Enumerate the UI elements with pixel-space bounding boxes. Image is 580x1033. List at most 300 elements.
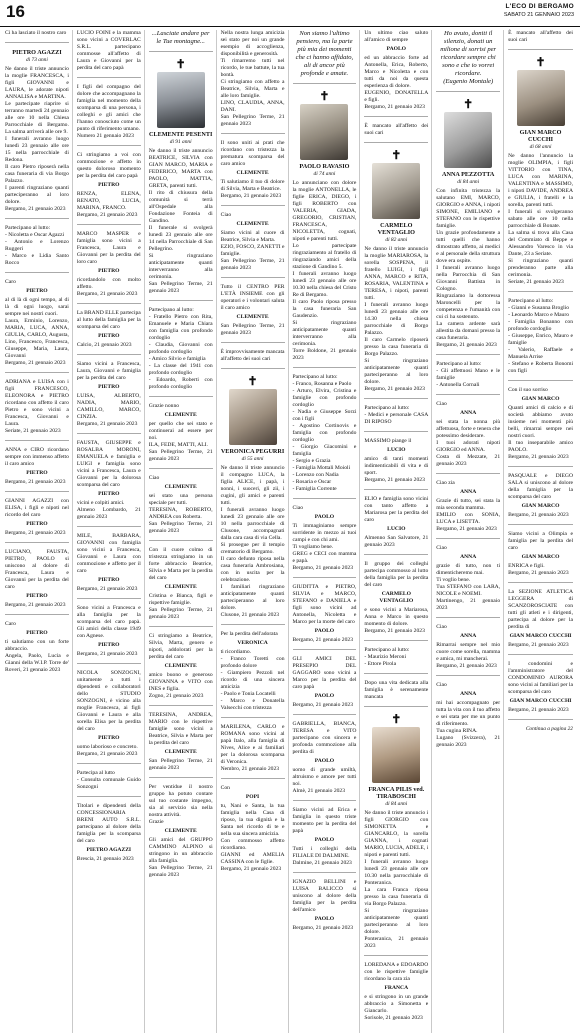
obituary-notice [436,480,500,539]
notice-text: ricordandolo con molto affetto. [76,277,141,290]
notice-text: uomo di grande umiltà, altruismo e amore per tutti noi. [292,767,357,787]
notice-text: Tua STEFANO con LARA, NICOLE e NOEMI. [436,584,501,597]
deceased-age: di 74 anni [313,171,336,177]
notice-text: Nembro, 21 gennaio 2023 [220,766,280,772]
notice-text: I funerali avranno luogo lunedì 23 gennaio alle ore 10.30 nella chiesa del Cristo Re di Bergamo. [292,271,357,298]
notice-text: Con il suo sorriso [508,387,548,393]
notice-text: Partecipano al lutto: [5,225,51,231]
obituary-notice [293,584,357,650]
cross-icon: ✝ [319,89,330,103]
addressee-name: CLEMENTE [164,484,197,490]
addressee-name: LUCIO [387,526,406,532]
notice-text: Almeno Lombardo, 21 gennaio 2023 [76,507,141,520]
obituary-notice [77,770,141,797]
notice-text: LUCIO FOINI e la mamma sono vicini a COVERLAC S.R.L. partecipano commosse all'affetto di Laura e Giovanni per la perdita del caro papà [76,30,141,71]
notice-text: ed un abbraccio forte ad Antonella, Erica, Roberto, Marco e Nicoletta e con tutti da noi da questa esperienza di dolore. [364,55,429,89]
addressee-name: CLEMENTE [164,412,197,418]
obituary-notice [364,561,428,641]
epigraph-quote: Ho avuto, doniti il silenzio, donati un milione di sorrisi per ricordare sempre chi sono e che io vorrei ricordare. [440,30,497,77]
notice-text: ti ricordiamo. [220,649,252,655]
notice-text: - Consulta comunale Guido Sonzogni [76,777,141,790]
obituary-notice [508,589,573,655]
notice-text: - Franco Toretti con profondo dolore [220,656,285,669]
notice-text: Ne danno il triste annuncio la moglie MARIAROSA, la sorella SOSPENA, il fratello LUIGI, i figli ANNA, MARCO e RITA, ROSARIA, VALENTINA e TERESA, i nipoti, parenti tutti. [364,246,429,301]
addressee-name: VERONICA [237,640,268,646]
notice-text: I funerali avranno luogo lunedì 23 gennaio alle ore 10 nella parrocchiale di Clusone, accompagnati dalla cara casa di via Cella. [220,507,285,541]
notice-text: I condomini e l'amministratore del CONDOMINIO AURORA sono vicini ai familiari per la scomparsa del caro [508,661,573,695]
notice-text: TERESINA, ROBERTO, ANDREA con Roberta. [148,507,213,520]
notice-text: La camera ardente sarà allestita da domani presso la casa funeraria. [436,321,501,341]
obituary-columns [4,30,576,1021]
notice-text: sei stata la nonna più affettuosa, forte e tenera che potessimo desiderare. [436,419,501,439]
notice-text: Ciao [436,682,447,688]
notice-text: - Gianni e Susanna Broglio [508,305,570,311]
notice-text: I tuoi adorati nipoti GIORGIO ed ANNA. [436,440,501,453]
portrait-photo [372,727,420,783]
epigraph-quote: ...Lasciate andare per le Tue montagne... [151,30,210,45]
notice-text: - Famiglia Mottali Moioli [292,465,351,471]
notice-text: Caro [5,279,16,285]
notice-text: Siamo vicini al cuore di Beatrice, Silvia e Marta. [220,230,285,243]
notice-text: Siamo vicini a Olimpia e famiglia per la perdita del caro [508,531,573,551]
obituary-notice [293,879,357,937]
addressee-name: ANNA [460,691,477,697]
addressee-name: ANNA [460,554,477,560]
notice-text: Bergamo, 21 gennaio 2023 [364,104,425,110]
obituary-notice [364,149,428,399]
notice-text: Siamo vicini a Francesca, Laura, Giovanni e famiglia per la perdita del caro [76,361,141,381]
notice-text: FAUSTA, GIUSEPPE e ROSALBA MORONI, EMANUELA e famiglia e LUIGI e famiglia sono vicini a Francesca, Laura e Giovanni per la dolorosa scomparsa del caro [76,440,141,488]
notice-text: Bergamo, 21 gennaio 2023 [508,512,569,518]
obituary-notice [508,56,573,292]
notice-text: Partecipano al lutto: [364,647,410,653]
notice-text: Il caro Pietro riposerà nella casa funeraria di via Borgo Palazzo. [5,164,69,184]
addressee-name: PAOLO [386,46,407,52]
obituary-notice [149,307,213,397]
obituary-notice [436,30,500,92]
notice-text: Ci ha lasciato il nostro caro [5,30,67,36]
notice-text: EUGENIO, DONATELLA e figli. [364,90,429,103]
column-6 [363,30,432,1033]
obituary-notice [293,807,357,873]
obituary-notice [5,549,69,615]
epigraph-quote: (Eugenio Montale) [443,78,494,85]
notice-text: Partecipa al lutto [76,770,115,776]
notice-text: Ti salutiamo il tuo di dolore di Silvia, Marta e Beatrice. [220,179,285,192]
addressee-name: CLEMENTE [164,828,197,834]
addressee-name: PIETRO [26,521,48,527]
addressee-name: PIETRO [26,630,48,636]
notice-text: GIUDITTA e PIETRO, SILVIA e MARCO, STEFANO e DANIELA e figli sono vicini ad Antonella, Nicoletta e Marco per la morte del caro [292,584,357,625]
obituary-notice [77,231,141,304]
notice-text: Bergamo, 21 gennaio 2023 [364,477,425,483]
notice-text: Bergamo, 21 gennaio 2023 [76,212,138,218]
notice-text: San Pellegrino Terme, 21 gennaio 2023 [220,323,285,336]
deceased-age: di 84 anni [457,179,480,185]
notice-text: Partecipano al lutto: [148,307,194,313]
addressee-name: CLEMENTE [236,221,269,227]
notice-text: amico buono e generoso GIOVANNA e VITO con INES e figlia. [148,672,213,692]
notice-text: IGNAZIO BELLINI e LUISA BALICCO si uniscono al dolore della famiglia per la perdita dell'amico [292,879,357,913]
notice-text: uomo laborioso e concreto. [76,744,138,750]
notice-text: GIANNI ed AMELIA CASSINA con le figlie. [220,852,285,865]
notice-text: - Nadia e Giuseppe Sorzi con i figli [292,409,357,422]
issue-date: SABATO 21 GENNAIO 2023 [503,12,574,18]
obituary-notice [149,547,213,627]
addressee-name: PIETRO [98,491,120,497]
addressee-name: PAOLO [314,916,335,922]
portrait-photo [157,72,205,128]
notice-text: Rimarrai sempre nel mio cuore come sorella, mamma e amica, mi mancherai. [436,642,501,662]
notice-text: ILA, FEDE, MATTI, ALI. [148,442,208,448]
notice-text: Grazie nonno [148,403,180,409]
notice-text: MILE, BARBARA, GIOVANNI con famiglia sono vicini a Francesca, Giovanni e Laura con commozione e affetto per il caro [76,533,141,574]
obituary-notice [364,680,428,707]
notice-text: Il caro Carmelo riposerà presso la casa funeraria di Borgo Palazzo. [364,337,429,357]
obituary-notice [149,633,213,706]
notice-text: Tutti i colleghi della FILIALE DI DALMINE. [292,846,357,859]
notice-text: grazie di tutto, non ti dimenticheremo mai. [436,563,501,576]
notice-text: Dopo una vita dedicata alla famiglia è serenamente mancata [364,680,429,700]
notice-text: Cristina e Bianca, figli e rispettive famiglie. [148,593,213,606]
notice-text: I parenti ringraziano quanti parteciperanno al loro dolore. [5,185,69,205]
notice-text: Ci stringiamo a voi con commozione e affetto in questo doloroso momento per la perdita del caro papà [76,152,141,179]
notice-text: Martinengo, 21 gennaio 2023 [436,598,501,611]
obituary-notice [77,152,141,225]
obituary-notice [221,375,285,625]
obituary-notice [364,123,428,143]
obituary-notice [5,49,69,219]
notice-text: Seriate, 21 gennaio 2023 [5,428,61,434]
notice-text: Nella nostra lunga amicizia sei stato per noi un grande esempio di accoglienza, disponibilità e generosità. [220,30,285,57]
notice-text: per quello che sei stato e continuerai ad essere per noi. [148,421,213,441]
notice-text: - Claudia, Giovanni con profondo cordoglio [148,342,213,355]
addressee-name: PAOLO [314,514,335,520]
notice-text: I funerali avranno luogo nella Parrocchia di San Giovanni Battista in Cologno. [436,265,501,292]
obituary-notice [149,403,213,469]
cross-icon: ✝ [535,55,546,69]
notice-text: Un grazie profondamente a tutti quelli che hanno dimostrato affetto, ai medici e al personale della struttura dove era ospite. [436,230,501,264]
notice-text: - Famiglia Bonanno con profondo cordoglio [508,319,573,332]
deceased-name: VERONICA PEGURRI [220,448,285,455]
notice-text: - Agostino Cortinovis e famiglia con profondo cordoglio [292,423,357,443]
notice-text: LUCIANO, FAUSTA, PIETRO, PAOLO si uniscono al dolore di Francesca, Laura e Giovanni per la perdita del caro [5,549,69,590]
notice-text: Costa di Mezzate, 21 gennaio 2023 [436,454,501,467]
notice-text: e sono vicini a Mariarosa, Anna e Marco in questo momento di dolore. [364,607,429,627]
notice-text: Bergamo, 21 gennaio 2023 [292,565,353,571]
obituary-notice [221,724,285,779]
notice-text: I funerali avranno luogo lunedì 23 gennaio alle ore 10.30 nella parrocchiale di Ponteranica. [364,859,429,886]
obituary-notice [364,30,428,117]
notice-text: Grazie di tutto, sei stata la mia seconda mamma. [436,498,501,511]
notice-text: - Franco, Rosanna e Paolo [292,381,352,387]
addressee-name: ANNA [460,489,477,495]
obituary-notice [77,670,141,764]
notice-text: Il funerale si svolgerà lunedì 23 gennaio alle ore 14 nella Parrocchiale di San Pellegrino. [148,225,213,252]
notice-text: - Sergio e Grazia [292,458,331,464]
notice-text: - Medici e personale CASA DI RIPOSO [364,412,429,425]
addressee-name: GIAN MARCO [521,554,560,560]
addressee-name: POPI [245,794,260,800]
notice-text: Lo partecipate ringraziamento al fratello di ringraziando amici della stazione di Gandino 5. [292,243,357,270]
notice-text: LINO, CLAUDIA, ANNA, DANI. [220,100,285,113]
obituary-notice [149,712,213,778]
obituary-notice [364,438,428,490]
newspaper-name: L'ECO DI BERGAMO [505,3,574,10]
column-5 [292,30,361,1033]
deceased-age: di 82 anni [385,237,408,243]
addressee-name: PAOLO [314,837,335,843]
notice-text: Seriate, 21 gennaio 2023 [508,279,564,285]
notice-text: Caro [5,621,16,627]
notice-text: Angela, Paolo, Lucia e Gianni della W.I.P. Torre de' Roveri, 21 gennaio 2023 [5,653,69,673]
notice-text: TERESINA, ANDREA, MARIO con le rispettive famiglie sono vicini a Beatrice, Silvia e Marta per la perdita del caro [148,712,213,746]
notice-text: - Arturo, Elvira, Cristina e famiglie con profondo cordoglio [292,388,357,408]
notice-text: Bergamo, 21 gennaio 2023 [220,866,282,872]
obituary-notice [221,140,285,206]
notice-text: ELIO e famiglia sono vicini con tanto affetto a Mariarosa per la perdita del caro [364,496,429,523]
notice-text: Ringraziamo la dottoressa Maroncelli per la competenza e l'umanità con cui ci ha sostenuto. [436,293,501,320]
notice-text: Il sono uniti ai prati che ricordano con tristezza la prematura scomparsa del caro amico [220,140,285,167]
notice-text: Le partecipate riaprire si terranno martedì 24 gennaio alle ore 10 nella Chiesa Parrocchiale di Bergamo. La salma arriverà alle ore 9. [5,101,69,135]
notice-text: Calcio, 21 gennaio 2023 [76,342,132,348]
addressee-name: PIETRO [98,642,120,648]
obituary-notice [149,475,213,541]
notice-text: EMILIO con SONIA, LUCA e LISETTA. [436,512,501,525]
column-8 [507,30,576,1033]
notice-text: Partecipano al lutto: [364,405,410,411]
obituary-notice [436,682,500,754]
page-number: 16 [6,2,25,21]
portrait-photo [444,112,492,168]
obituary-notice [364,647,428,674]
notice-text: Bergamo, 21 gennaio 2023 [76,421,138,427]
addressee-name: PIETRO [98,735,120,741]
notice-text: Ponteranica, 21 gennaio 2023 [364,936,429,949]
notice-text: Laura, Erminio, Lorenzo, MARIA, LUCA, ANNA, GIULIA, CARLO, Augusta, Lino, Francesco, Francesca, Giuseppe, Maria, Laura, Giovanni [5,318,69,359]
notice-text: Bergamo, 21 gennaio 2023 [5,360,66,366]
cross-icon: ✝ [175,57,186,71]
addressee-name: CARMELO VENTAGLIO [379,591,414,604]
notice-text: - Edoardo, Roberti con profondo cordoglio [148,377,213,390]
portrait-photo [372,163,420,219]
column-1 [4,30,73,1033]
addressee-name: CLEMENTE [236,170,269,176]
notice-text: Ne danno il triste annuncio la moglie FRANCESCA, i figli GIOVANNI e LAURA, le adorate nipoti ANNALISA e MARTINA. [5,66,69,100]
obituary-notice [293,721,357,801]
obituary-notice [5,498,69,543]
notice-text: MARILENA, CARLO e ROMANA sono vicini al papà Italo, alla famiglia di Nives, Alice e ai familiari per la dolorosa scomparsa di Veronica. [220,724,285,765]
notice-text: Si ringraziano anticipatamente quanti interverranno alla cerimonia. [292,320,357,347]
notice-text: Bergamo, 21 gennaio 2023 [5,530,66,536]
deceased-age: di 84 anni [385,801,408,807]
notice-text: - Lorenzo con Nadia [292,472,339,478]
notice-text: Partecipano al lutto: [508,298,554,304]
column-7 [435,30,504,1033]
notice-text: Il caro defunto riposa nella casa funeraria Ambrosiana, con in uscita per la celebrazione. [220,556,285,583]
obituary-notice [436,401,500,474]
notice-text: mi hai accompagnato per tutta la vita con il tuo affetto e sei stata per me un punto di riferimento. [436,700,501,727]
addressee-name: PIETRO [26,470,48,476]
notice-text: Si ringraziano anticipatamente quanti interverranno alla cerimonia. [148,253,213,280]
deceased-age: di 73 anni [26,57,48,63]
addressee-name: LUCIO [387,447,406,453]
notice-text: Ciao [436,624,447,630]
notice-text: È mancato all'affetto dei suoi cari [508,30,573,43]
notice-text: - Antonio e Lorenzo Ruggeri [5,239,69,252]
notice-text: È mancato all'affetto dei suoi cari [364,123,429,136]
notice-text: MASSIMO piange il [364,438,412,444]
notice-text: Ti voglio bene. [436,577,471,583]
addressee-name: PIETRO [98,268,120,274]
notice-text: Ciao zia [436,480,455,486]
obituary-notice [77,84,141,146]
notice-text: PASQUALE e DIEGO SALA si uniscono al dolore della famiglia per la scomparsa del caro [508,473,573,500]
addressee-name: FRANCA [384,985,409,991]
obituary-notice [508,473,573,525]
deceased-name: ANNA PEZZOTTA [442,171,495,178]
notice-text: Ne danno il triste annuncio il compagno LUCA, la figlia ALICE, i papà, i nonni, i suoceri, gli zii, i cugini, gli amici e parenti tutti. [220,465,285,506]
obituary-notice [5,30,69,43]
addressee-name: PIETRO [26,288,48,294]
notice-text: Bergamo, 21 gennaio 2023 [220,193,282,199]
deceased-name: FRANCA PILIS ved. TIRABOSCHI [368,786,425,800]
obituary-notice [77,533,141,599]
addressee-name: PIETRO [26,593,48,599]
notice-text: La BRAND ELLE partecipa al lutto della famiglia per la scomparsa del caro [76,310,141,330]
obituary-notice [508,30,573,50]
notice-text: Bergamo, 21 gennaio 2023 [436,663,497,669]
notice-text: Si ringraziano quanti prenderanno parte alla cerimonia. [508,258,573,278]
notice-text: MARCO MASPER e famiglia sono vicini a Francesca, Laura e Giovanni per la perdita del loro caro [76,231,141,265]
notice-text: GIANNI AGAZZI con ELISA, i figli e nipoti nel ricordo del caro [5,498,69,518]
addressee-name: GIAN MARCO [521,503,560,509]
notice-text: - Amico Silvio e famiglia [148,356,206,362]
notice-text: Bergamo, 21 gennaio 2023 [508,454,569,460]
notice-text: Si ringraziano anticipatamente quanti parteciperanno al loro dolore. [364,908,429,935]
obituary-notice [77,440,141,527]
addressee-name: PAOLO [314,628,335,634]
notice-text: La cara Franca riposa presso la casa funeraria di via Borgo Palazzo. [364,887,429,907]
notice-text: EZIO, FOSCO, ZANETTI e famiglie. [220,244,285,257]
addressee-name: PIETRO [98,333,120,339]
obituary-notice [364,962,428,1027]
portrait-photo [229,389,277,445]
notice-text: Bergamo, 21 gennaio 2023 [76,291,138,297]
notice-text: tu, Nani e Santa, la tua famiglia nella Casa di riposo, la tua dignità e la Santa nel ricordo di te e nella sua sincera amicizia. [220,803,285,837]
obituary-notice [221,284,285,343]
obituary-notice [293,90,357,368]
deceased-age: di 91 anni [169,139,192,145]
obituary-notice [5,225,69,273]
addressee-name: GIAN MARCO CUCCHI [509,698,572,704]
notice-text: Bergamo, 21 gennaio 2023 [508,707,569,713]
notice-text: Bergamo, 21 gennaio 2023 [76,651,138,657]
notice-text: Partecipano al lutto: [436,361,482,367]
notice-text: Gli amici del GRUPPO CAMMINO ALPINO si stringono in un abbraccio alla famiglia. [148,837,213,864]
obituary-notice [221,785,285,878]
notice-text: Bergamo, 21 gennaio 2023 [436,526,497,532]
obituary-notice [293,30,357,84]
notice-text: Quanti amici di calcio e di società abbiamo avuto insieme nei momenti più belli, rimarrai sempre nei nostri cuori. [508,405,573,439]
notice-text: Ti immaginiamo sempre sorridente in mezzo ai tuoi campi e con chi ami. [292,523,357,543]
notice-text: Ne danno il triste annuncio i figli GIORGIO con SIMONETTA e GIANCARLO, la sorella GIANNA, i cognati MARIO, LUCIA, ADELE, i nipoti e parenti tutti. [364,810,429,858]
obituary-notice [77,803,141,868]
notice-text: Tutto il CENTRO PER L'ETÀ INSIEME con gli operatori e i volontari saluta il caro amico [220,284,285,311]
notice-text: - Marco e Lidia Santo Rocco [5,253,69,266]
obituary-notice [149,30,213,52]
obituary-notice [149,784,213,884]
addressee-name: CLEMENTE [164,749,197,755]
notice-text: amico di tanti momenti indimenticabili di vita e di sport. [364,456,429,476]
notice-text: - Antonella Cornali [436,382,480,388]
obituary-notice [436,98,500,355]
notice-text: Ciao [220,212,232,218]
obituary-notice [77,361,141,434]
obituary-notice [364,496,428,555]
column-4 [220,30,289,1033]
addressee-name: PIETRO AGAZZI [86,847,132,853]
notice-text: LUISA, ALBERTO, NADIA, MARIO, CAMILLO, MARCO, CINZIA. [76,393,141,420]
addressee-name: GIAN MARCO [521,396,560,402]
notice-text: Ciao [148,475,160,481]
notice-text: - Paolo e Tonia Locatelli [220,691,276,697]
portrait-photo [517,70,565,126]
obituary-notice [221,212,285,278]
obituary-notice [508,531,573,583]
notice-text: Con infinita tristezza la salutano EMI, MARCO, GIORGIO e ANNA, i nipoti SIMONE, EMILIANO e STEFANO con le rispettive famiglie. [436,188,501,229]
notice-text: Zogno, 21 gennaio 2023 [148,693,204,699]
deceased-name: GIAN MARCO CUCCHI [519,129,562,143]
notice-text: RENZA, ELENA, RENATO, LUCIA, MARINA, FRANCO. [76,191,141,211]
notice-text: Per ventidue il nostro gruppo ha potuto contare sul tuo costante impegno, sia al servizio sia nella nostra attività. [148,784,213,818]
notice-text: San Pellegrino Terme, 21 gennaio 2023 [148,607,213,620]
notice-text: - Marco e Donatella Valsecchi con tristezza [220,698,285,711]
portrait-photo [300,104,348,160]
notice-text: ti salutiamo con un forte abbraccio. [5,639,69,652]
notice-text: Con [220,785,230,791]
notice-text: Grazie [148,819,164,825]
notice-text: - Famiglia Corrente [292,486,337,492]
addressee-name: PIETRO [98,384,120,390]
notice-text: Ti rimarremo tutti nel ricordo, le tue battute, la tua bontà. [220,58,285,78]
deceased-age: di 68 anni [529,144,552,150]
notice-text: GREG e CECI con mamma e papà. [292,551,357,564]
notice-text: Numero 21 gennaio 2023 [76,133,134,139]
notice-text: GABRIELLA, BIANCA, TERESA e VITO partecipano con sincera e profonda commozione alla perdita di [292,721,357,755]
addressee-name: CLEMENTE [164,663,197,669]
notice-text: San Pellegrino Terme, 21 gennaio 2023 [148,758,213,771]
notice-text: Ci stringiamo con affetto a Beatrice, Silvia, Marta e alle loro famiglie. [220,79,285,99]
notice-text: Bergamo, 21 gennaio 2023 [76,586,138,592]
notice-text: Bergamo, 21 gennaio 2023 [76,751,138,757]
notice-text: È improvvisamente mancata all'affetto dei suoi cari [220,349,285,362]
notice-text: - Gli affettuosi Mano e le famiglie [436,368,501,381]
cross-icon: ✝ [247,374,258,388]
notice-text: Ne danno il triste annuncio BEATRICE, SILVIA con GIAN MARCO, MARIA e FEDERICO, MARTA con PAOLO, MATTIA, GRETA, parenti tutti. [148,148,213,189]
notice-text: Sono vicini a Francesca e alla famiglia per la scomparsa del caro papà. Gli amici della classe 1949 con Agnese. [76,605,141,639]
obituary-notice [77,605,141,664]
obituary-notice [221,349,285,369]
notice-text: Partecipano al lutto: [292,374,338,380]
addressee-name: GIAN MARCO CUCCHI [509,633,572,639]
notice-text: Si ringraziano anticipatamente quanti parteciperanno al loro dolore. [364,358,429,385]
obituary-notice [436,624,500,676]
obituary-notice [293,656,357,715]
column-3 [148,30,217,1033]
notice-text: - Giorgio Giacomini e famiglia [292,444,357,457]
notice-text: ANNA e CIRO ricordano sempre con immenso affetto il caro amico [5,447,69,467]
